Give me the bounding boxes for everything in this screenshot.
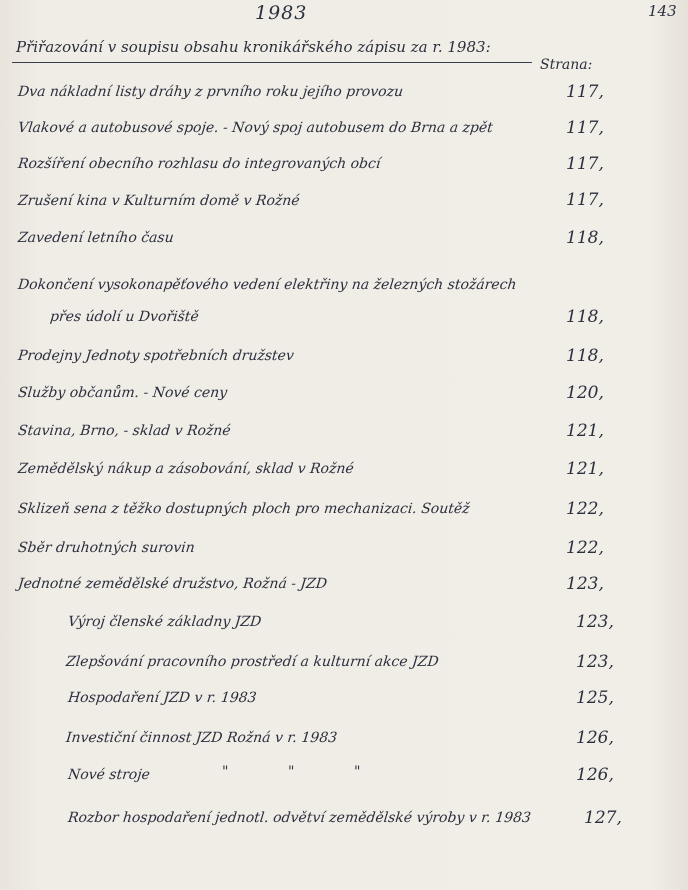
index-entry-page: 122,	[566, 538, 604, 558]
index-entry-text: Sklizeň sena z těžko dostupných ploch pro mechanizaci. Soutěž	[17, 501, 471, 517]
index-entry-text: Jednotné zemědělské družstvo, Rožná - JZD	[17, 576, 328, 592]
index-entry-page: 120,	[566, 383, 604, 403]
index-entry-text: Dva nákladní listy dráhy z prvního roku jejího provozu	[17, 84, 404, 100]
index-entry-text: Dokončení vysokonapěťového vedení elektřiny na železných stožárech	[17, 277, 518, 293]
index-entry-page: 122,	[566, 499, 604, 519]
ditto-mark: "	[288, 764, 295, 780]
index-entry-text: Služby občanům. - Nové ceny	[17, 385, 228, 401]
page-column-label: Strana:	[540, 57, 593, 73]
heading-underline	[12, 62, 532, 63]
index-entry-page: 117,	[566, 190, 604, 210]
index-entry-page: 117,	[566, 118, 604, 138]
index-entry-page: 117,	[566, 82, 604, 102]
index-entry-text: Prodejny Jednoty spotřebních družstev	[17, 348, 295, 364]
index-subentry-text: Výroj členské základny JZD	[67, 614, 263, 630]
index-entry-page: 118,	[566, 307, 604, 327]
index-entry-text: Vlakové a autobusové spoje. - Nový spoj autobusem do Brna a zpět	[17, 120, 494, 136]
index-subentry-text: Nové stroje	[67, 767, 151, 783]
index-entry-page: 127,	[584, 808, 622, 828]
ditto-mark: "	[222, 764, 229, 780]
index-entry-page: 121,	[566, 459, 604, 479]
index-entry-page: 118,	[566, 346, 604, 366]
index-entry-text: přes údolí u Dvořiště	[49, 309, 200, 325]
index-subentry-text: Zlepšování pracovního prostředí a kulturní akce JZD	[65, 654, 440, 670]
index-heading: Přiřazování v soupisu obsahu kronikářského zápisu za r. 1983:	[16, 38, 491, 56]
index-subentry-text: Investiční činnost JZD Rožná v r. 1983	[65, 730, 338, 746]
index-subentry-text: Rozbor hospodaření jednotl. odvětví zemědělské výroby v r. 1983	[67, 810, 532, 826]
index-entry-page: 123,	[576, 652, 614, 672]
index-entry-text: Zavedení letního času	[17, 230, 175, 246]
index-entry-page: 126,	[576, 765, 614, 785]
ditto-mark: "	[354, 764, 361, 780]
year-header: 1983	[255, 2, 308, 24]
index-entry-text: Zrušení kina v Kulturním domě v Rožné	[17, 193, 301, 209]
page-number: 143	[648, 2, 677, 20]
index-entry-text: Zemědělský nákup a zásobování, sklad v Rožné	[17, 461, 355, 477]
index-entry-page: 121,	[566, 421, 604, 441]
index-entry-text: Stavina, Brno, - sklad v Rožné	[17, 423, 232, 439]
index-subentry-text: Hospodaření JZD v r. 1983	[67, 690, 258, 706]
index-entry-page: 123,	[566, 574, 604, 594]
index-entry-page: 118,	[566, 228, 604, 248]
index-entry-text: Rozšíření obecního rozhlasu do integrovaných obcí	[17, 156, 382, 172]
index-entry-page: 123,	[576, 612, 614, 632]
index-entry-page: 126,	[576, 728, 614, 748]
index-entry-page: 117,	[566, 154, 604, 174]
index-entry-page: 125,	[576, 688, 614, 708]
index-entry-text: Sběr druhotných surovin	[17, 540, 196, 556]
